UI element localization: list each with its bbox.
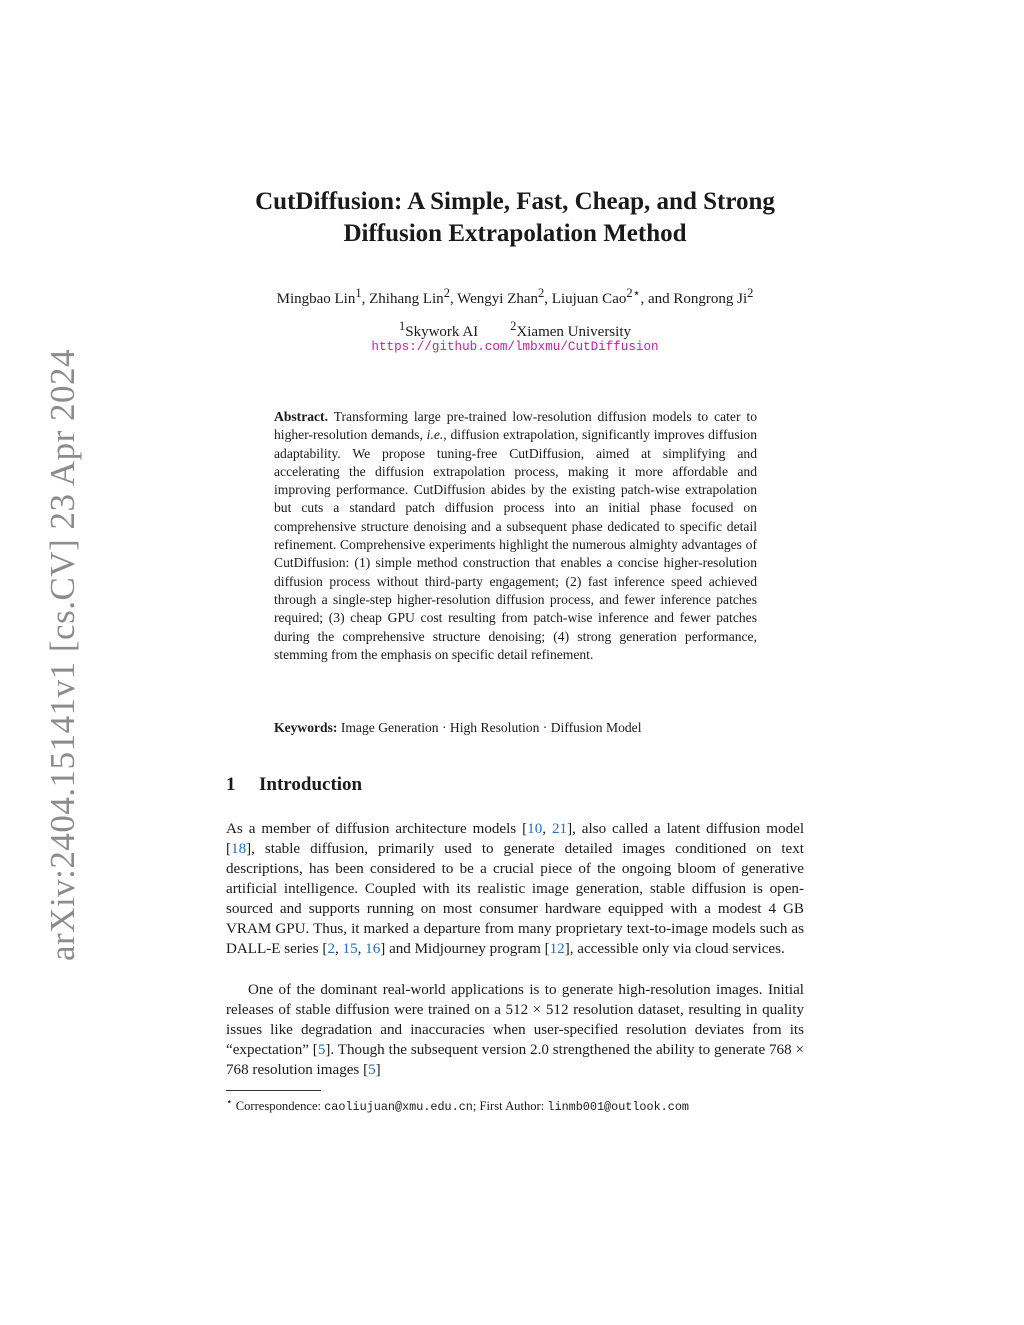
- citation-separator: ,: [357, 941, 366, 957]
- affiliation-name: Xiamen University: [516, 324, 631, 340]
- section-heading-introduction: [226, 774, 362, 796]
- section-title: Introduction: [259, 774, 363, 795]
- citation-link[interactable]: 5: [368, 1062, 376, 1078]
- citation-link[interactable]: 18: [231, 841, 247, 857]
- introduction-paragraph-1: [226, 819, 804, 959]
- code-repository-link[interactable]: https://github.com/lmbxmu/CutDiffusion: [371, 340, 659, 354]
- author-affiliation-mark: 1: [355, 286, 362, 300]
- paragraph-text: One of the dominant real-world applications is to generate high-resolution images. Initial releases of stable diffusion were trained on a 512 × 512 resolution dataset, resulting in quality issues like degradation and inaccuracies when user-specified resolution deviates from its “expectation” [: [226, 982, 804, 1058]
- author-name: Liujuan Cao: [551, 291, 627, 307]
- citation-link[interactable]: 21: [551, 821, 568, 837]
- citation-link[interactable]: 10: [527, 821, 543, 837]
- author-list: [200, 285, 830, 308]
- citation-link[interactable]: 15: [342, 941, 358, 957]
- affiliation-list: [200, 319, 830, 341]
- author-affiliation-mark: 2: [538, 286, 545, 300]
- citation-separator: ,: [334, 941, 343, 957]
- citation-link[interactable]: 16: [365, 941, 381, 957]
- author-name: Rongrong Ji: [673, 291, 748, 307]
- author-separator: ,: [449, 291, 458, 307]
- keywords-text: Image Generation · High Resolution · Diffusion Model: [337, 720, 642, 735]
- paragraph-text: ]: [375, 1062, 381, 1078]
- footnote-mark: ⋆: [226, 1097, 233, 1108]
- affiliation-mark: 1: [399, 319, 406, 333]
- author-name: Mingbao Lin: [276, 291, 356, 307]
- paragraph-text: ], stable diffusion, primarily used to generate detailed images conditioned on text descriptions, has been considered to be a crucial piece of the ongoing bloom of generative artificial intelligence. Coupled with its realistic image generation, stable diffusion is open-sourced and supports running on most consumer hardware equipped with a modest 4 GB VRAM GPU. Thus, it marked a departure from many proprietary text-to-image models such as DALL-E series [: [226, 841, 804, 957]
- citation-separator: ,: [542, 821, 552, 837]
- arxiv-identifier-stamp: arXiv:2404.15141v1 [cs.CV] 23 Apr 2024: [43, 348, 82, 962]
- author-affiliation-mark: 2: [747, 286, 754, 300]
- paper-title: [200, 186, 830, 250]
- footnote-text: Correspondence:: [232, 1099, 325, 1114]
- abstract-ie: i.e.: [426, 427, 444, 443]
- author-name: Wengyi Zhan: [457, 291, 539, 307]
- keywords-label: Keywords:: [274, 720, 338, 735]
- correspondence-email[interactable]: caoliujuan@xmu.edu.cn: [324, 1100, 473, 1115]
- author-name: Zhihang Lin: [369, 291, 444, 307]
- title-line-1: CutDiffusion: A Simple, Fast, Cheap, and Strong: [255, 188, 775, 215]
- abstract-text: Transforming large pre-trained low-resolution diffusion models to cater to higher-resolution demands,: [274, 409, 757, 443]
- abstract-label: Abstract.: [274, 409, 328, 424]
- paragraph-text: ] and Midjourney program [: [380, 941, 550, 957]
- paragraph-text: As a member of diffusion architecture models [: [226, 821, 528, 837]
- author-affiliation-mark: 2: [443, 286, 450, 300]
- title-line-2: Diffusion Extrapolation Method: [343, 220, 687, 247]
- affiliation-mark: 2: [510, 319, 517, 333]
- keywords: [274, 720, 757, 736]
- citation-link[interactable]: 5: [317, 1042, 326, 1058]
- affiliation-name: Skywork AI: [405, 324, 479, 340]
- paragraph-text: ], also called a latent diffusion model [: [226, 821, 805, 857]
- author-separator: ,: [361, 291, 370, 307]
- paragraph-text: ], accessible only via cloud services.: [564, 941, 785, 957]
- paragraph-text: ]. Though the subsequent version 2.0 strengthened the ability to generate 768 × 768 resolution images [: [226, 1042, 804, 1078]
- first-author-email[interactable]: linmb001@outlook.com: [547, 1100, 689, 1115]
- abstract: [274, 408, 757, 664]
- author-affiliation-mark: 2⋆: [626, 286, 641, 300]
- author-separator: ,: [544, 291, 552, 307]
- citation-link[interactable]: 2: [327, 941, 335, 957]
- footnote-text: ; First Author:: [472, 1099, 548, 1114]
- footnote-divider: [226, 1090, 321, 1091]
- introduction-paragraph-2: [226, 980, 804, 1080]
- abstract-text: , diffusion extrapolation, significantly improves diffusion adaptability. We propose tuning-free CutDiffusion, aimed at simplifying and accelerating the diffusion extrapolation process, making it more affordable and improving performance. CutDiffusion abides by the existing patch-wise extrapolation but cuts a standard patch diffusion process into an initial phase focused on comprehensive structure denoising and a subsequent phase dedicated to specific detail refinement. Comprehensive experiments highlight the numerous almighty advantages of CutDiffusion: (1) simple method construction that enables a concise higher-resolution diffusion process without third-party engagement; (2) fast inference speed achieved through a single-step higher-resolution diffusion process, and fewer inference patches required; (3) cheap GPU cost resulting from patch-wise inference and fewer patches during the comprehensive structure denoising; (4) strong generation performance, stemming from the emphasis on specific detail refinement.: [274, 427, 758, 662]
- footnote: [226, 1096, 816, 1114]
- section-number: 1: [226, 774, 236, 795]
- author-separator: , and: [640, 291, 674, 307]
- citation-link[interactable]: 12: [549, 941, 565, 957]
